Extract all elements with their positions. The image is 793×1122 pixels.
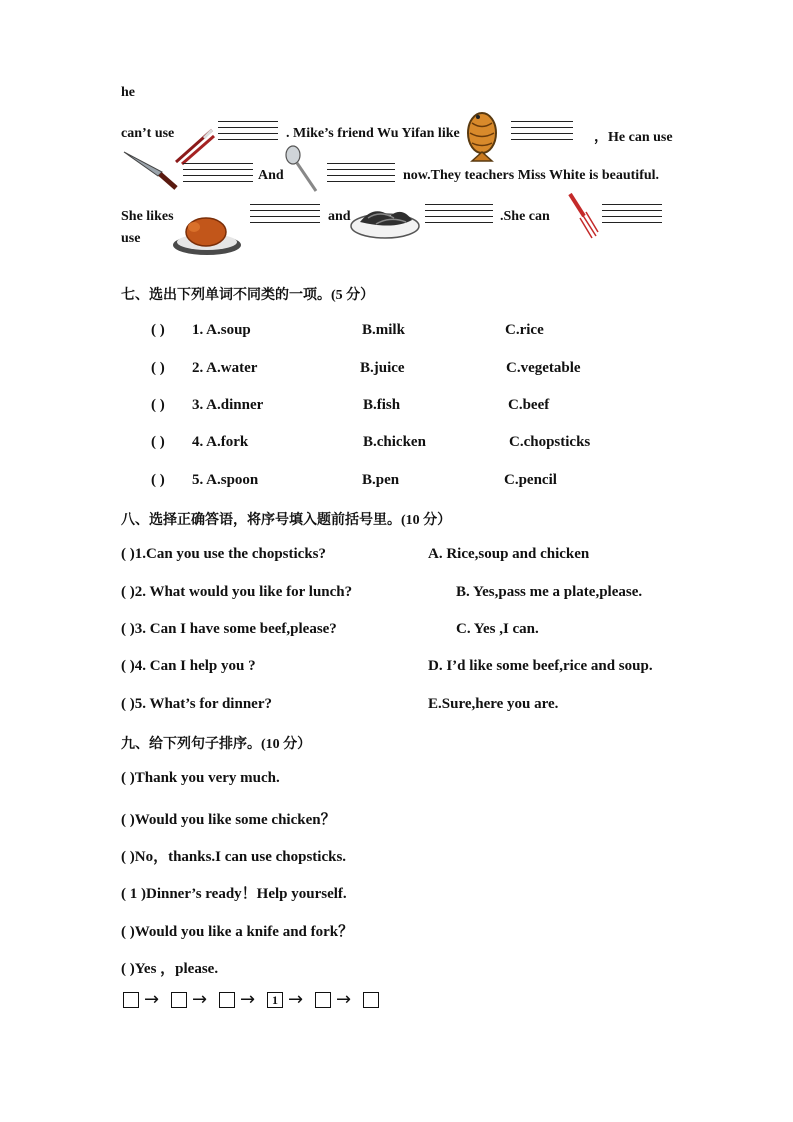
option-b: B.pen <box>362 472 400 488</box>
answer-blank[interactable] <box>511 121 573 145</box>
sentence-item[interactable]: ( 1 )Dinner’s ready！Help yourself. <box>121 886 347 902</box>
roast-chicken-icon <box>172 215 242 257</box>
question-item: 3. A.dinner <box>192 397 264 413</box>
sentence-item[interactable]: ( )Thank you very much. <box>121 770 280 786</box>
order-box[interactable] <box>315 992 331 1008</box>
option-c: C.pencil <box>504 472 557 488</box>
arrow-icon: → <box>240 989 256 1010</box>
section-7-title: 七、选出下列单词不同类的一项。(5 分） <box>121 288 375 303</box>
arrow-icon: → <box>288 989 304 1010</box>
passage-text: now.They teachers Miss White is beautiful. <box>403 168 660 183</box>
answer-blank[interactable] <box>183 163 253 187</box>
answer-bracket[interactable]: ( ) <box>151 397 165 413</box>
arrow-icon: → <box>336 989 352 1010</box>
option-c: C.chopsticks <box>509 434 591 450</box>
answer-bracket[interactable]: ( ) <box>151 472 165 488</box>
passage-text: She likes <box>121 209 174 224</box>
question-item: 1. A.soup <box>192 322 251 338</box>
answer-option: D. I’d like some beef,rice and soup. <box>428 658 653 674</box>
option-b: B.milk <box>362 322 405 338</box>
answer-option: C. Yes ,I can. <box>456 621 539 637</box>
fork-icon <box>564 190 600 240</box>
vegetable-plate-icon <box>350 196 420 240</box>
question-item[interactable]: ( )4. Can I help you ? <box>121 658 256 674</box>
answer-blank[interactable] <box>250 204 320 228</box>
answer-blank[interactable] <box>602 204 662 228</box>
sentence-item[interactable]: ( )Would you like some chicken？ <box>121 812 336 828</box>
answer-blank[interactable] <box>327 163 395 187</box>
section-8-title: 八、选择正确答语，将序号填入题前括号里。(10 分） <box>121 513 452 528</box>
order-box[interactable] <box>171 992 187 1008</box>
option-b: B.juice <box>360 360 405 376</box>
sentence-item[interactable]: ( )Would you like a knife and fork？ <box>121 924 354 940</box>
answer-option: A. Rice,soup and chicken <box>428 546 590 562</box>
passage-text: use <box>121 231 141 246</box>
answer-bracket[interactable]: ( ) <box>151 434 165 450</box>
passage-text: .She can <box>500 209 550 224</box>
passage-text: And <box>258 168 284 183</box>
spoon-icon <box>282 145 322 195</box>
answer-bracket[interactable]: ( ) <box>151 322 165 338</box>
arrow-icon: → <box>144 989 160 1010</box>
arrow-icon: → <box>192 989 208 1010</box>
sentence-item[interactable]: ( )No，thanks.I can use chopsticks. <box>121 849 347 865</box>
option-c: C.rice <box>505 322 544 338</box>
passage-text: and <box>328 209 351 224</box>
knife-icon <box>122 148 178 192</box>
order-box[interactable]: 1 <box>267 992 283 1008</box>
answer-blank[interactable] <box>425 204 493 228</box>
option-c: C.vegetable <box>506 360 581 376</box>
chopsticks-icon <box>172 124 216 166</box>
question-item: 2. A.water <box>192 360 258 376</box>
option-c: C.beef <box>508 397 550 413</box>
answer-blank[interactable] <box>218 121 278 145</box>
fish-icon <box>458 108 506 162</box>
option-b: B.chicken <box>363 434 426 450</box>
question-item: 4. A.fork <box>192 434 249 450</box>
question-item[interactable]: ( )2. What would you like for lunch? <box>121 584 353 600</box>
question-item[interactable]: ( )1.Can you use the chopsticks? <box>121 546 327 562</box>
order-box[interactable] <box>363 992 379 1008</box>
answer-option: E.Sure,here you are. <box>428 696 559 712</box>
order-box[interactable] <box>123 992 139 1008</box>
answer-bracket[interactable]: ( ) <box>151 360 165 376</box>
answer-option: B. Yes,pass me a plate,please. <box>456 584 643 600</box>
passage-text: ，He can use <box>594 130 673 145</box>
question-item[interactable]: ( )3. Can I have some beef,please? <box>121 621 337 637</box>
section-9-title: 九、给下列句子排序。(10 分） <box>121 737 312 752</box>
question-item: 5. A.spoon <box>192 472 259 488</box>
sentence-item[interactable]: ( )Yes ，please. <box>121 961 219 977</box>
passage-text: . Mike’s friend Wu Yifan like <box>286 126 460 141</box>
order-box[interactable] <box>219 992 235 1008</box>
passage-text: can’t use <box>121 126 175 141</box>
passage-line0: he <box>121 85 135 100</box>
option-b: B.fish <box>363 397 401 413</box>
question-item[interactable]: ( )5. What’s for dinner? <box>121 696 272 712</box>
